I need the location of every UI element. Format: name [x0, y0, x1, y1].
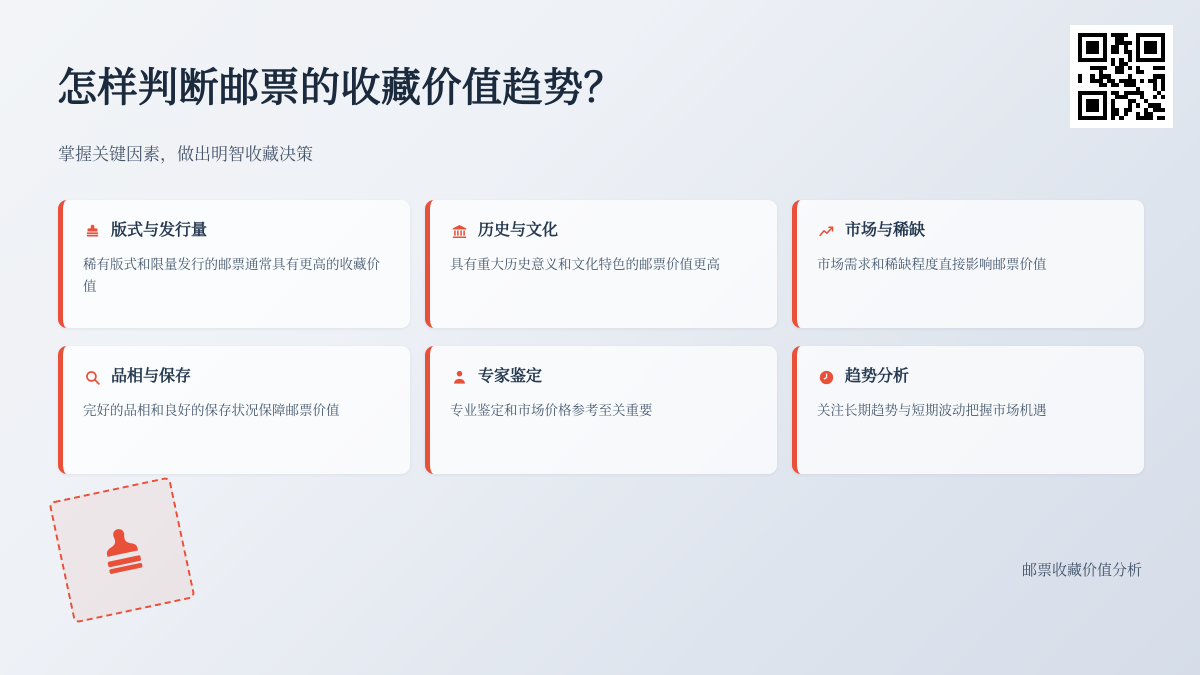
footer-note: 邮票收藏价值分析	[1021, 562, 1142, 579]
factor-card-1[interactable]	[58, 200, 410, 328]
factor-card-5-header	[450, 368, 757, 386]
qr-code-matrix	[1078, 33, 1165, 120]
factor-card-2[interactable]	[425, 200, 777, 328]
factor-card-6-header	[817, 368, 1124, 386]
factor-card-2-header	[450, 222, 757, 240]
factor-card-5[interactable]	[425, 346, 777, 474]
clock-icon	[817, 368, 835, 386]
factor-card-3-desc: 市场需求和稀缺程度直接影响邮票价值	[817, 257, 1047, 272]
factor-card-4-header	[83, 368, 390, 386]
qr-code	[1070, 25, 1173, 128]
rubber-stamp-badge	[48, 476, 195, 623]
rubber-stamp-icon	[91, 519, 153, 581]
factor-card-3[interactable]	[792, 200, 1144, 328]
search-icon	[83, 368, 101, 386]
factor-card-4-title: 品相与保存	[111, 368, 192, 385]
stamp-icon	[83, 222, 101, 240]
bank-icon	[450, 222, 468, 240]
factor-card-5-desc: 专业鉴定和市场价格参考至关重要	[450, 403, 653, 418]
factor-card-1-title: 版式与发行量	[111, 222, 208, 239]
expert-user-icon	[450, 368, 468, 386]
factor-card-1-header	[83, 222, 390, 240]
factor-card-3-title: 市场与稀缺	[845, 222, 926, 239]
chart-line-icon	[817, 222, 835, 240]
factor-card-5-title: 专家鉴定	[478, 368, 543, 385]
factor-card-1-desc: 稀有版式和限量发行的邮票通常具有更高的收藏价值	[83, 257, 380, 294]
page-subtitle: 掌握关键因素，做出明智收藏决策	[58, 145, 313, 164]
factor-card-2-title: 历史与文化	[478, 222, 559, 239]
factor-card-6-title: 趋势分析	[845, 368, 910, 385]
factor-card-2-desc: 具有重大历史意义和文化特色的邮票价值更高	[450, 257, 720, 272]
factor-card-6-desc: 关注长期趋势与短期波动把握市场机遇	[817, 403, 1047, 418]
factor-card-3-header	[817, 222, 1124, 240]
factor-card-4[interactable]	[58, 346, 410, 474]
factor-card-grid	[58, 200, 1143, 474]
factor-card-6[interactable]	[792, 346, 1144, 474]
page-title: 怎样判断邮票的收藏价值趋势？	[57, 66, 624, 110]
factor-card-4-desc: 完好的品相和良好的保存状况保障邮票价值	[83, 403, 340, 418]
